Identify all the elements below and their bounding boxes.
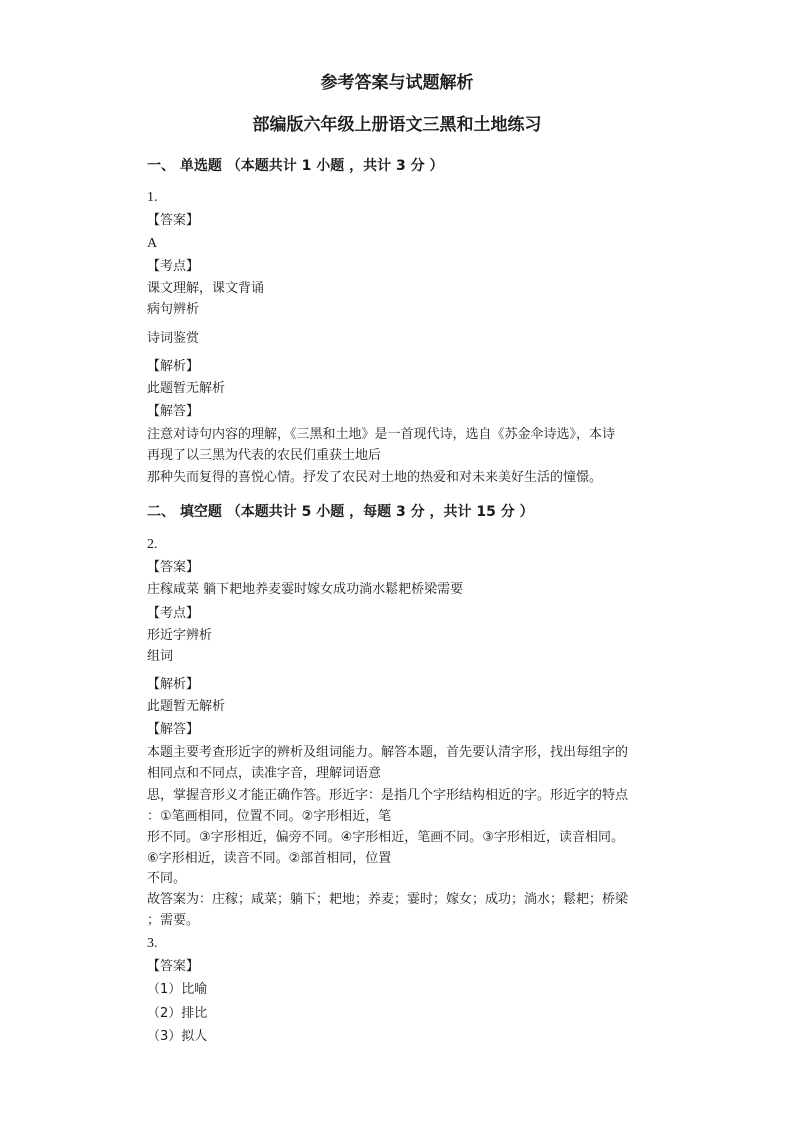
analysis-label: 【解析】 bbox=[147, 359, 200, 374]
solution-line: ；需要。 bbox=[147, 913, 200, 928]
solution-label: 【解答】 bbox=[147, 722, 200, 737]
solution-line: 不同。 bbox=[147, 871, 187, 886]
question-number: 2. bbox=[147, 537, 158, 552]
solution-line: ⑥字形相近，读音不同。②部首相同，位置 bbox=[147, 851, 392, 866]
solution-line: 那种失而复得的喜悦心情。抒发了农民对土地的热爱和对未来美好生活的憧憬。 bbox=[147, 470, 603, 485]
analysis-text: 此题暂无解析 bbox=[147, 381, 226, 396]
page-subtitle: 部编版六年级上册语文三黑和土地练习 bbox=[252, 115, 542, 135]
solution-line: 再现了以三黑为代表的农民们重获土地后 bbox=[147, 448, 382, 463]
solution-line: 相同点和不同点，读准字音，理解词语意 bbox=[147, 766, 382, 781]
section-heading-fill-in: 二、 填空题 （本题共计 5 小题 ，每题 3 分 ，共计 15 分 ） bbox=[147, 504, 534, 520]
answer-label: 【答案】 bbox=[147, 959, 200, 974]
answer-text: A bbox=[147, 236, 158, 251]
question-number: 1. bbox=[147, 190, 158, 205]
solution-line: 注意对诗句内容的理解，《三黑和土地》是一首现代诗，选自《苏金伞诗选》，本诗 bbox=[147, 427, 616, 442]
solution-line: 思，掌握音形义才能正确作答。形近字：是指几个字形结构相近的字。形近字的特点 bbox=[147, 788, 629, 803]
answer-text: 庄稼咸菜 躺下耙地养麦霎时嫁女成功淌水鬆耙桥梁需要 bbox=[147, 582, 464, 597]
answer-label: 【答案】 bbox=[147, 213, 200, 228]
section-heading-single-choice: 一、 单选题 （本题共计 1 小题 ，共计 3 分 ） bbox=[147, 158, 444, 174]
answer-item: （3）拟人 bbox=[147, 1029, 208, 1044]
solution-line: 本题主要考查形近字的辨析及组词能力。解答本题，首先要认清字形，找出每组字的 bbox=[147, 745, 629, 760]
solution-label: 【解答】 bbox=[147, 404, 200, 419]
analysis-text: 此题暂无解析 bbox=[147, 699, 226, 714]
point-item: 形近字辨析 bbox=[147, 628, 213, 643]
solution-line: 故答案为：庄稼；咸菜；躺下；耙地；养麦；霎时；嫁女；成功；淌水；鬆耙；桥梁 bbox=[147, 892, 629, 907]
point-item: 诗词鉴赏 bbox=[147, 331, 200, 346]
solution-line: 形不同。③字形相近，偏旁不同。④字形相近，笔画不同。③字形相近，读音相同。 bbox=[147, 830, 624, 845]
answer-label: 【答案】 bbox=[147, 560, 200, 575]
page-title: 参考答案与试题解析 bbox=[320, 73, 474, 93]
answer-item: （2）排比 bbox=[147, 1006, 208, 1021]
point-label: 【考点】 bbox=[147, 606, 200, 621]
point-item: 组词 bbox=[147, 649, 174, 664]
point-item: 课文理解，课文背诵 bbox=[147, 281, 265, 296]
point-item: 病句辨析 bbox=[147, 302, 200, 317]
question-number: 3. bbox=[147, 936, 158, 951]
solution-line: ：①笔画相同，位置不同。②字形相近，笔 bbox=[147, 809, 392, 824]
answer-item: （1）比喻 bbox=[147, 982, 208, 997]
point-label: 【考点】 bbox=[147, 259, 200, 274]
analysis-label: 【解析】 bbox=[147, 677, 200, 692]
